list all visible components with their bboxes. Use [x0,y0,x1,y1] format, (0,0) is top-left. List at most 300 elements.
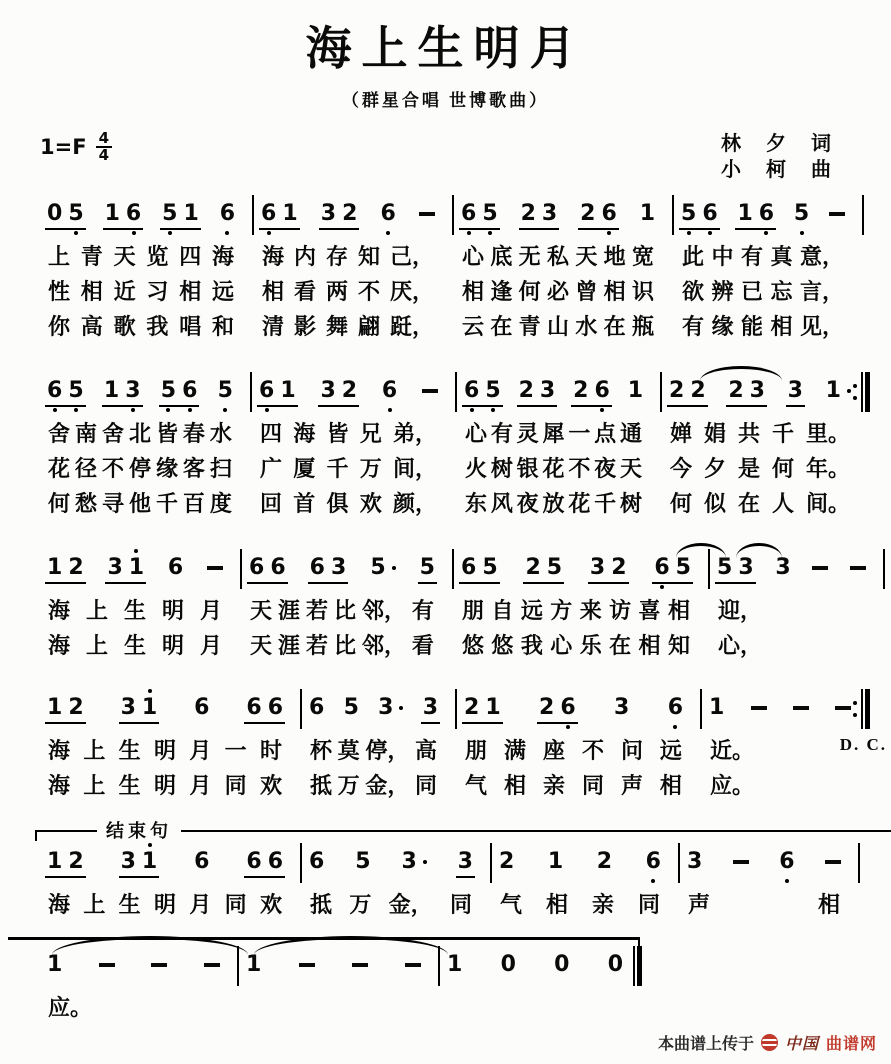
lyric-syllable: 回 [260,491,283,516]
lyric-syllable: 花 [48,456,71,481]
lyric-syllable: 近。 [710,738,755,763]
credits [721,131,831,183]
lyric-syllable: 应。 [710,773,755,798]
measure [38,370,250,412]
meter-denominator: 4 [96,146,112,163]
lyric-syllable: 里。 [805,421,850,446]
lyric-syllable: 海 [211,244,234,269]
note-number: 5 [681,201,697,226]
note-number: 5 [675,555,691,580]
note-group [524,547,563,589]
lyric-syllable: 内 [293,244,316,269]
note [268,841,283,883]
lyric-cell [708,628,883,663]
octave-dot-below [381,227,396,235]
octave-dot-below [464,404,479,412]
lyric-syllable: 上 [83,773,106,798]
lyric-cell [240,593,452,628]
lyric-syllable: 己， [389,244,434,269]
lyric-syllable: 生 [123,598,146,623]
note-group [579,193,618,235]
note [47,687,62,729]
note-group [446,944,463,986]
note-group [811,547,829,589]
octave-dot-below [218,404,233,412]
lyric-cell [455,733,700,768]
lyric-syllable: 在 [737,491,760,516]
octave-dot-below [259,404,274,412]
lyric-syllable: 生 [118,738,141,763]
lyric-syllable: 习 [146,279,169,304]
lyric-syllable: 心 [465,421,488,446]
lyric-syllable: 上 [83,892,106,917]
lyric-syllable: 火 [465,456,488,481]
lyric-syllable: 影 [293,314,316,339]
note [183,193,198,235]
barline [633,945,642,987]
lyric-syllable: 扫 [209,456,232,481]
lyric-syllable: 上 [83,738,106,763]
footer-upload-text: 本曲谱上传于 [657,1036,754,1053]
note-group [834,687,852,729]
lyric-syllable: 金， [365,773,410,798]
lyric-cell [250,486,455,521]
lyric-syllable: 逢 [490,279,513,304]
measure [490,841,678,883]
lyric-cell [452,274,672,309]
note [850,547,866,589]
octave-dot-below [182,404,197,412]
note [342,370,357,412]
lyric-cell [38,451,250,486]
note-group [460,193,499,235]
note [485,687,500,729]
note-number: 6 [270,555,286,580]
duration-dash [422,389,438,393]
note [540,370,555,412]
note-group [320,193,359,235]
note-number: 6 [194,849,210,874]
lyric-syllable: 兄 [359,421,382,446]
augmentation-dot [423,860,427,864]
octave-dot-below [126,227,141,235]
lyric-syllable: 上 [48,244,71,269]
note [246,841,261,883]
note-number: 2 [68,555,84,580]
note-number: 5 [419,555,435,580]
octave-dot-below [68,227,83,235]
lyric-syllable: 相 [503,773,526,798]
lyric-syllable: 杯 [310,738,333,763]
note-group [686,841,703,883]
lyric-cell [455,451,660,486]
lyric-line [0,628,891,663]
note-number: 3 [378,695,394,720]
lyric-cell [250,416,455,451]
composer-credit: 小 柯 曲 [721,159,831,181]
lyric-syllable: 间， [392,456,437,481]
lyric-line [0,768,891,803]
octave-dot-below [594,404,609,412]
lyric-syllable: 比 [333,633,356,658]
duration-dash [733,860,749,864]
lyric-syllable: 自 [491,598,514,623]
note [220,193,235,235]
note-group [596,841,613,883]
lyric-cell [252,309,452,344]
lyric-syllable: 月 [189,892,212,917]
note-number: 3 [539,378,556,403]
score-system [0,193,891,344]
lyric-cell [660,486,868,521]
note-number: 2 [341,378,358,403]
octave-dot-below [485,404,500,412]
lyric-syllable: 高 [414,738,437,763]
note-number: 6 [259,378,275,403]
lyric-syllable: 明 [153,738,176,763]
note-group [457,841,474,883]
notation-row [0,370,891,416]
note [461,193,476,235]
note-number: 3 [775,555,791,580]
lyric-syllable: 云 [462,314,485,339]
note [464,370,479,412]
note [47,193,62,235]
note-group [377,687,404,729]
duration-dash [835,706,851,710]
note-group [572,370,611,412]
note-group [160,370,199,412]
note-number: 1 [47,849,63,874]
lyric-syllable: 远 [211,279,234,304]
note [709,687,724,729]
lyric-syllable: 春 [182,421,205,446]
lyric-syllable: 同 [581,773,604,798]
slur-arc [736,543,782,558]
note-number: 3 [320,378,336,403]
lyric-syllable: 和 [211,314,234,339]
octave-dot-below [261,227,276,235]
note-number: 6 [246,849,262,874]
note-number: 2 [596,849,613,874]
lyric-syllable: 有 [490,421,513,446]
lyric-syllable: 海 [293,421,316,446]
lyric-syllable: 涯 [277,633,300,658]
note [737,193,752,235]
lyric-line [0,990,891,1025]
note-number: 1 [104,201,120,226]
note [142,687,157,729]
lyric-syllable: 度 [209,491,232,516]
lyric-line [0,416,891,451]
note [590,547,605,589]
note [355,841,370,883]
lyric-syllable: 能 [740,314,763,339]
note-number: 3 [687,849,703,874]
lyric-syllable: 东 [465,491,488,516]
note-number: 6 [267,695,283,720]
lyric-syllable: 客 [182,456,205,481]
lyric-cell [300,733,455,768]
notation-row [0,841,891,887]
lyric-syllable: 应。 [48,995,93,1020]
notation-row [0,944,891,990]
note-number: 6 [758,201,775,226]
note-number: 3 [614,695,630,720]
lyric-syllable: 在 [603,314,626,339]
duration-dash [151,963,167,967]
lyric-syllable: 明 [161,598,184,623]
notation-row [0,687,891,754]
note-group [103,370,142,412]
note [320,370,335,412]
octave-dot-below [162,227,177,235]
note [47,547,62,589]
note [270,547,285,589]
augmentation-dot [399,706,403,710]
note [580,193,595,235]
lyric-syllable: 他 [128,491,151,516]
note-number: 3 [120,695,136,720]
note-group [217,370,234,412]
duration-dash [99,963,115,967]
note [687,841,702,883]
note-number: 6 [779,849,795,874]
note-number: 2 [525,555,541,580]
note [168,547,183,589]
lyric-line [0,486,891,521]
octave-dot-below [560,721,575,729]
lyric-syllable: 缘 [711,314,734,339]
note-group [46,547,85,589]
note-group [538,687,577,729]
note-number: 2 [518,378,534,403]
note-number: 6 [309,695,325,720]
lyric-cell [300,887,490,922]
note-group [206,547,224,589]
note [835,687,851,729]
lyric-syllable: 必 [546,279,569,304]
lyric-syllable: 生 [118,773,141,798]
note-number: 1 [639,201,655,226]
note-group [849,547,867,589]
measure [438,944,640,986]
score-system [0,370,891,521]
score-system [0,821,891,922]
lyric-syllable: 四 [179,244,202,269]
lyric-syllable: 底 [490,244,513,269]
lyric-syllable: 明 [153,892,176,917]
lyric-syllable: 迎， [718,598,763,623]
note-group [245,687,284,729]
note [126,193,141,235]
note [246,687,261,729]
lyric-syllable: 海 [48,773,71,798]
lyric-line [0,887,891,922]
site-name-red: 曲谱网 [825,1036,877,1053]
lyric-syllable: 喜 [638,598,661,623]
duration-dash [419,212,435,216]
measure [252,193,452,235]
note [521,193,536,235]
lyric-syllable: 忘 [770,279,793,304]
lyric-syllable: 真 [770,244,793,269]
lyric-cell [38,990,237,1025]
lyric-syllable: 天 [250,633,273,658]
lyric-syllable: 月 [199,598,222,623]
lyric-syllable: 月 [189,773,212,798]
lyric-syllable: 似 [703,491,726,516]
lyric-syllable: 是 [737,456,760,481]
lyric-syllable: 乐 [579,633,602,658]
note [419,193,435,235]
lyric-syllable: 方 [550,598,573,623]
note-group [708,687,725,729]
octave-dot-below [668,721,683,729]
note [378,687,403,729]
lyric-syllable: 同 [224,773,247,798]
lyric-syllable: 私 [546,244,569,269]
note [646,841,661,883]
note-number: 2 [68,849,84,874]
note-group [736,193,775,235]
note-group [500,944,517,986]
lyric-cell [452,628,708,663]
key-signature [40,131,112,163]
measure [300,687,455,729]
measure [250,370,455,412]
note-number: 5 [793,201,810,226]
note-number: 2 [520,201,536,226]
lyric-line [0,733,891,768]
lyric-cell [672,274,862,309]
lyric-syllable: 相 [262,279,285,304]
note-group [787,370,804,412]
lyric-syllable: 相 [659,773,682,798]
lyric-syllable: 寻 [101,491,124,516]
note-number: 6 [594,378,610,403]
lyric-syllable: 花 [542,456,565,481]
duration-dash [812,566,828,570]
note-number: 3 [457,849,473,874]
duration-dash [825,860,841,864]
measure [38,841,300,883]
lyric-syllable: 莫 [337,738,360,763]
measure [700,687,868,729]
note-number: 2 [464,695,480,720]
lyric-syllable: 知 [357,244,380,269]
lyric-cell [672,309,862,344]
note-group [193,687,210,729]
note [793,687,809,729]
note-group [680,193,719,235]
note-group [793,193,810,235]
note [485,370,500,412]
duration-dash [352,963,368,967]
note [104,370,119,412]
note [310,547,325,589]
note [482,547,497,589]
note-number: 6 [667,695,683,720]
note-group [422,687,439,729]
note-number: 6 [702,201,718,226]
lyric-syllable: 北 [128,421,151,446]
note-number: 6 [309,555,325,580]
note-group [161,193,200,235]
lyric-syllable: 朋 [462,598,485,623]
lyric-syllable: 广 [260,456,283,481]
lyric-syllable: 见， [799,314,844,339]
lyric-syllable: 欢 [259,773,282,798]
note-group [258,370,297,412]
site-name-dark: 中国 [784,1036,819,1053]
lyric-syllable: 一 [568,421,591,446]
lyric-syllable: 看 [293,279,316,304]
lyric-syllable: 年。 [805,456,850,481]
lyric-syllable: 俱 [326,491,349,516]
lyric-syllable: 我 [146,314,169,339]
lyric-syllable: 来 [579,598,602,623]
measure [38,193,252,235]
note-group [421,370,439,412]
lyric-cell [38,733,300,768]
lyric-cell [38,593,240,628]
note-group [463,370,502,412]
lyric-syllable: 厦 [293,456,316,481]
lyric-syllable: 我 [520,633,543,658]
lyric-syllable: 心， [718,633,763,658]
lyric-syllable: 海 [48,633,71,658]
lyric-syllable: 何 [670,491,693,516]
lyric-cell [38,628,240,663]
footer-credit [658,1031,877,1054]
ending-bracket [35,821,891,841]
note-number: 5 [482,555,498,580]
note-number: 6 [601,201,617,226]
note-number: 1 [246,952,262,977]
note [447,944,462,986]
note [733,841,749,883]
lyric-syllable: 比 [333,598,356,623]
duration-dash [751,706,767,710]
octave-dot-below [125,404,140,412]
lyric-cell [38,239,252,274]
lyric-syllable: 金， [388,892,433,917]
lyric-syllable: 声 [688,892,711,917]
duration-dash [850,566,866,570]
note-number: 3 [320,201,337,226]
note-number: 6 [267,849,283,874]
note [259,370,274,412]
note-group [667,687,684,729]
note-number: 3 [330,555,347,580]
note [461,547,476,589]
lyric-cell [672,239,862,274]
octave-dot-below [482,227,497,235]
note-number: 1 [103,378,120,403]
lyric-syllable: 停， [365,738,410,763]
note-group [46,370,85,412]
lyric-syllable: 相 [817,892,840,917]
barline [853,688,870,730]
octave-dot-above [129,547,144,555]
lyric-syllable: 生 [118,892,141,917]
lyric-syllable: 言， [799,279,844,304]
lyric-cell [678,887,858,922]
lyric-syllable: 辨 [711,279,734,304]
note-number: 1 [737,201,753,226]
note [261,193,276,235]
